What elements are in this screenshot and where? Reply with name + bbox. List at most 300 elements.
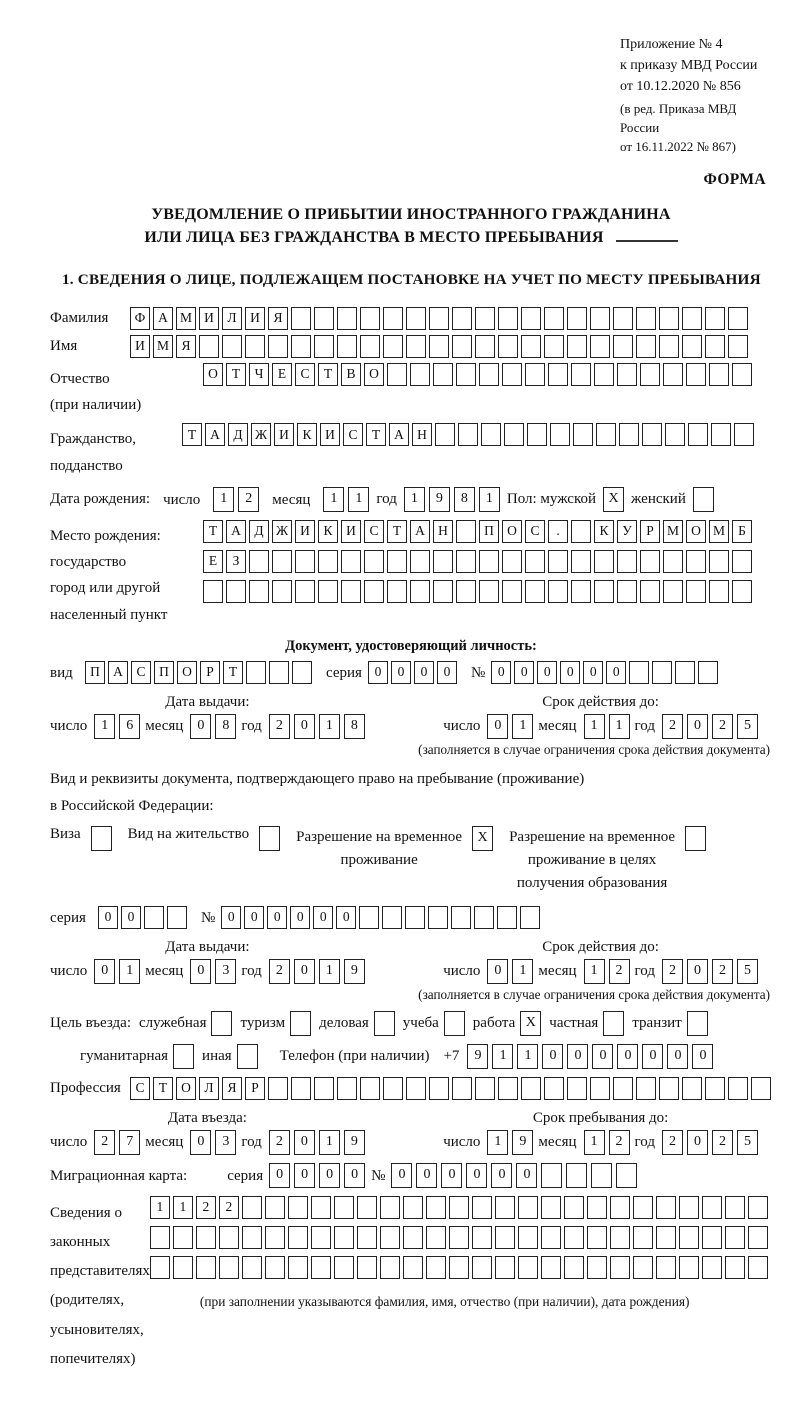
char-box[interactable]: С	[343, 423, 363, 446]
char-box[interactable]	[688, 423, 708, 446]
char-box[interactable]	[544, 307, 564, 330]
char-box[interactable]	[728, 1077, 748, 1100]
char-box[interactable]: П	[154, 661, 174, 684]
char-box[interactable]: 0	[437, 661, 457, 684]
char-box[interactable]	[748, 1226, 768, 1249]
char-box[interactable]	[640, 550, 660, 573]
char-box[interactable]: Р	[245, 1077, 265, 1100]
char-box[interactable]: М	[663, 520, 683, 543]
char-box[interactable]	[633, 1226, 653, 1249]
char-box[interactable]	[456, 550, 476, 573]
char-box[interactable]	[387, 580, 407, 603]
char-box[interactable]: 0	[514, 661, 534, 684]
char-box[interactable]	[334, 1226, 354, 1249]
char-box[interactable]: Л	[199, 1077, 219, 1100]
char-box[interactable]	[364, 580, 384, 603]
char-box[interactable]: 0	[313, 906, 333, 929]
char-box[interactable]: 0	[221, 906, 241, 929]
char-box[interactable]: 9	[467, 1044, 488, 1069]
char-box[interactable]: Е	[272, 363, 292, 386]
char-box[interactable]	[732, 363, 752, 386]
char-box[interactable]	[452, 307, 472, 330]
char-box[interactable]	[265, 1196, 285, 1219]
char-box[interactable]	[242, 1196, 262, 1219]
char-box[interactable]: 0	[687, 714, 708, 739]
char-box[interactable]	[433, 550, 453, 573]
char-box[interactable]: 2	[662, 959, 683, 984]
char-box[interactable]	[311, 1256, 331, 1279]
char-box[interactable]: Р	[200, 661, 220, 684]
char-box[interactable]: 9	[512, 1130, 533, 1155]
char-box[interactable]: И	[295, 520, 315, 543]
char-box[interactable]: У	[617, 520, 637, 543]
char-box[interactable]: 1	[319, 959, 340, 984]
char-box[interactable]	[659, 1077, 679, 1100]
char-box[interactable]	[311, 1196, 331, 1219]
char-box[interactable]	[541, 1163, 562, 1188]
char-box[interactable]	[249, 580, 269, 603]
char-box[interactable]	[702, 1256, 722, 1279]
char-box[interactable]: 0	[642, 1044, 663, 1069]
char-box[interactable]	[571, 363, 591, 386]
char-box[interactable]	[518, 1196, 538, 1219]
char-box[interactable]	[435, 423, 455, 446]
char-box[interactable]: Я	[268, 307, 288, 330]
char-box[interactable]	[709, 580, 729, 603]
char-box[interactable]	[337, 335, 357, 358]
char-box[interactable]	[590, 307, 610, 330]
char-box[interactable]	[656, 1256, 676, 1279]
char-box[interactable]: Т	[387, 520, 407, 543]
char-box[interactable]: 1	[94, 714, 115, 739]
char-box[interactable]: Т	[153, 1077, 173, 1100]
char-box[interactable]: 1	[323, 487, 344, 512]
char-box[interactable]: 1	[319, 714, 340, 739]
char-box[interactable]	[314, 1077, 334, 1100]
char-box[interactable]: Ж	[272, 520, 292, 543]
char-box[interactable]	[495, 1256, 515, 1279]
char-box[interactable]	[567, 335, 587, 358]
char-box[interactable]	[591, 1163, 612, 1188]
char-box[interactable]	[675, 661, 695, 684]
char-box[interactable]	[498, 307, 518, 330]
char-box[interactable]: 1	[479, 487, 500, 512]
char-box[interactable]	[640, 580, 660, 603]
char-box[interactable]	[334, 1256, 354, 1279]
char-box[interactable]: 2	[662, 1130, 683, 1155]
char-box[interactable]: 0	[267, 906, 287, 929]
char-box[interactable]	[265, 1226, 285, 1249]
char-box[interactable]	[334, 1196, 354, 1219]
char-box[interactable]	[472, 1196, 492, 1219]
char-box[interactable]: 0	[516, 1163, 537, 1188]
char-box[interactable]: 0	[94, 959, 115, 984]
char-box[interactable]	[663, 580, 683, 603]
char-box[interactable]	[479, 580, 499, 603]
char-box[interactable]	[567, 1077, 587, 1100]
char-box[interactable]	[475, 1077, 495, 1100]
char-box[interactable]: И	[274, 423, 294, 446]
char-box[interactable]: 0	[269, 1163, 290, 1188]
char-box[interactable]	[290, 1011, 311, 1036]
char-box[interactable]: 0	[487, 959, 508, 984]
char-box[interactable]: 1	[348, 487, 369, 512]
char-box[interactable]: 1	[404, 487, 425, 512]
char-box[interactable]	[525, 363, 545, 386]
char-box[interactable]	[449, 1196, 469, 1219]
char-box[interactable]	[725, 1226, 745, 1249]
char-box[interactable]	[573, 423, 593, 446]
char-box[interactable]	[610, 1256, 630, 1279]
char-box[interactable]	[665, 423, 685, 446]
char-box[interactable]: С	[131, 661, 151, 684]
char-box[interactable]: 1	[213, 487, 234, 512]
char-box[interactable]	[383, 335, 403, 358]
char-box[interactable]	[613, 335, 633, 358]
char-box[interactable]: 2	[269, 714, 290, 739]
char-box[interactable]: 0	[294, 959, 315, 984]
char-box[interactable]	[475, 335, 495, 358]
char-box[interactable]	[734, 423, 754, 446]
char-box[interactable]: 1	[584, 959, 605, 984]
char-box[interactable]: 1	[492, 1044, 513, 1069]
char-box[interactable]	[587, 1256, 607, 1279]
char-box[interactable]: 0	[692, 1044, 713, 1069]
char-box[interactable]	[520, 906, 540, 929]
char-box[interactable]	[219, 1256, 239, 1279]
char-box[interactable]	[544, 335, 564, 358]
char-box[interactable]	[173, 1044, 194, 1069]
char-box[interactable]	[433, 580, 453, 603]
char-box[interactable]	[360, 307, 380, 330]
char-box[interactable]	[610, 1196, 630, 1219]
char-box[interactable]: 0	[687, 1130, 708, 1155]
char-box[interactable]	[617, 363, 637, 386]
char-box[interactable]	[617, 550, 637, 573]
char-box[interactable]	[444, 1011, 465, 1036]
char-box[interactable]: 0	[391, 1163, 412, 1188]
char-box[interactable]	[150, 1256, 170, 1279]
char-box[interactable]: Е	[203, 550, 223, 573]
char-box[interactable]	[222, 335, 242, 358]
char-box[interactable]	[571, 550, 591, 573]
char-box[interactable]	[383, 1077, 403, 1100]
char-box[interactable]	[656, 1196, 676, 1219]
char-box[interactable]: 0	[560, 661, 580, 684]
char-box[interactable]	[452, 1077, 472, 1100]
char-box[interactable]	[571, 580, 591, 603]
char-box[interactable]	[544, 1077, 564, 1100]
char-box[interactable]	[748, 1196, 768, 1219]
char-box[interactable]	[456, 520, 476, 543]
char-box[interactable]	[663, 550, 683, 573]
char-box[interactable]: 2	[609, 959, 630, 984]
char-box[interactable]: Я	[222, 1077, 242, 1100]
char-box[interactable]: 0	[368, 661, 388, 684]
char-box[interactable]	[288, 1196, 308, 1219]
char-box[interactable]	[242, 1226, 262, 1249]
char-box[interactable]	[268, 1077, 288, 1100]
char-box[interactable]	[429, 335, 449, 358]
char-box[interactable]: 5	[737, 1130, 758, 1155]
char-box[interactable]	[663, 363, 683, 386]
char-box[interactable]	[318, 550, 338, 573]
char-box[interactable]	[521, 307, 541, 330]
char-box[interactable]	[685, 826, 706, 851]
char-box[interactable]: 2	[712, 714, 733, 739]
char-box[interactable]: 0	[294, 1130, 315, 1155]
char-box[interactable]	[633, 1196, 653, 1219]
char-box[interactable]	[603, 1011, 624, 1036]
char-box[interactable]	[380, 1226, 400, 1249]
char-box[interactable]	[682, 335, 702, 358]
char-box[interactable]: X	[472, 826, 493, 851]
char-box[interactable]: 5	[737, 714, 758, 739]
char-box[interactable]: З	[226, 550, 246, 573]
char-box[interactable]	[291, 1077, 311, 1100]
char-box[interactable]: 6	[119, 714, 140, 739]
char-box[interactable]	[502, 580, 522, 603]
char-box[interactable]	[642, 423, 662, 446]
char-box[interactable]	[751, 1077, 771, 1100]
char-box[interactable]: 2	[94, 1130, 115, 1155]
char-box[interactable]	[564, 1256, 584, 1279]
char-box[interactable]	[91, 826, 112, 851]
char-box[interactable]	[636, 307, 656, 330]
char-box[interactable]: И	[199, 307, 219, 330]
char-box[interactable]	[698, 661, 718, 684]
char-box[interactable]	[705, 307, 725, 330]
char-box[interactable]	[387, 550, 407, 573]
char-box[interactable]	[360, 1077, 380, 1100]
char-box[interactable]	[295, 550, 315, 573]
char-box[interactable]: 0	[542, 1044, 563, 1069]
char-box[interactable]	[337, 1077, 357, 1100]
char-box[interactable]	[456, 363, 476, 386]
char-box[interactable]: И	[130, 335, 150, 358]
char-box[interactable]	[629, 661, 649, 684]
char-box[interactable]	[295, 580, 315, 603]
char-box[interactable]	[449, 1256, 469, 1279]
char-box[interactable]	[226, 580, 246, 603]
char-box[interactable]	[196, 1256, 216, 1279]
char-box[interactable]	[525, 550, 545, 573]
char-box[interactable]	[341, 550, 361, 573]
char-box[interactable]: Т	[366, 423, 386, 446]
char-box[interactable]: 1	[584, 1130, 605, 1155]
char-box[interactable]: X	[520, 1011, 541, 1036]
char-box[interactable]	[173, 1256, 193, 1279]
char-box[interactable]	[382, 906, 402, 929]
char-box[interactable]	[449, 1226, 469, 1249]
char-box[interactable]	[474, 906, 494, 929]
char-box[interactable]	[640, 363, 660, 386]
char-box[interactable]	[406, 1077, 426, 1100]
char-box[interactable]: М	[153, 335, 173, 358]
char-box[interactable]	[249, 550, 269, 573]
char-box[interactable]	[687, 1011, 708, 1036]
char-box[interactable]: О	[176, 1077, 196, 1100]
char-box[interactable]: 0	[190, 959, 211, 984]
char-box[interactable]	[693, 487, 714, 512]
char-box[interactable]	[426, 1196, 446, 1219]
char-box[interactable]	[199, 335, 219, 358]
char-box[interactable]	[380, 1256, 400, 1279]
char-box[interactable]: Д	[249, 520, 269, 543]
char-box[interactable]	[211, 1011, 232, 1036]
char-box[interactable]	[429, 1077, 449, 1100]
char-box[interactable]: Н	[433, 520, 453, 543]
char-box[interactable]	[219, 1226, 239, 1249]
char-box[interactable]	[566, 1163, 587, 1188]
char-box[interactable]: А	[410, 520, 430, 543]
char-box[interactable]: Б	[732, 520, 752, 543]
char-box[interactable]	[564, 1226, 584, 1249]
char-box[interactable]: К	[297, 423, 317, 446]
char-box[interactable]: Д	[228, 423, 248, 446]
char-box[interactable]: И	[320, 423, 340, 446]
char-box[interactable]: 9	[344, 1130, 365, 1155]
char-box[interactable]: 2	[609, 1130, 630, 1155]
char-box[interactable]: 3	[215, 959, 236, 984]
char-box[interactable]: Ч	[249, 363, 269, 386]
char-box[interactable]	[403, 1196, 423, 1219]
char-box[interactable]	[541, 1226, 561, 1249]
char-box[interactable]	[291, 307, 311, 330]
char-box[interactable]	[357, 1196, 377, 1219]
char-box[interactable]: 9	[344, 959, 365, 984]
char-box[interactable]: 5	[737, 959, 758, 984]
char-box[interactable]: 0	[190, 714, 211, 739]
char-box[interactable]: 1	[319, 1130, 340, 1155]
char-box[interactable]	[380, 1196, 400, 1219]
char-box[interactable]	[237, 1044, 258, 1069]
char-box[interactable]: С	[525, 520, 545, 543]
char-box[interactable]	[359, 906, 379, 929]
char-box[interactable]: 1	[512, 714, 533, 739]
char-box[interactable]	[452, 335, 472, 358]
char-box[interactable]	[521, 335, 541, 358]
char-box[interactable]	[292, 661, 312, 684]
char-box[interactable]: Т	[318, 363, 338, 386]
char-box[interactable]	[571, 520, 591, 543]
char-box[interactable]	[495, 1226, 515, 1249]
char-box[interactable]: Т	[223, 661, 243, 684]
char-box[interactable]: .	[548, 520, 568, 543]
char-box[interactable]	[541, 1256, 561, 1279]
char-box[interactable]	[652, 661, 672, 684]
char-box[interactable]: Т	[182, 423, 202, 446]
char-box[interactable]	[728, 335, 748, 358]
char-box[interactable]	[374, 1011, 395, 1036]
char-box[interactable]	[357, 1256, 377, 1279]
char-box[interactable]	[150, 1226, 170, 1249]
char-box[interactable]: О	[502, 520, 522, 543]
char-box[interactable]	[732, 550, 752, 573]
char-box[interactable]: 0	[121, 906, 141, 929]
char-box[interactable]	[594, 550, 614, 573]
char-box[interactable]	[406, 335, 426, 358]
char-box[interactable]: О	[364, 363, 384, 386]
char-box[interactable]	[387, 363, 407, 386]
char-box[interactable]: 0	[294, 714, 315, 739]
char-box[interactable]: X	[603, 487, 624, 512]
char-box[interactable]: 2	[712, 1130, 733, 1155]
char-box[interactable]: Ж	[251, 423, 271, 446]
char-box[interactable]	[702, 1196, 722, 1219]
char-box[interactable]	[679, 1196, 699, 1219]
char-box[interactable]: 1	[512, 959, 533, 984]
char-box[interactable]: И	[341, 520, 361, 543]
char-box[interactable]: А	[226, 520, 246, 543]
char-box[interactable]	[403, 1226, 423, 1249]
char-box[interactable]	[337, 307, 357, 330]
char-box[interactable]: М	[176, 307, 196, 330]
char-box[interactable]	[479, 363, 499, 386]
char-box[interactable]	[709, 550, 729, 573]
char-box[interactable]	[426, 1226, 446, 1249]
char-box[interactable]	[383, 307, 403, 330]
char-box[interactable]: О	[177, 661, 197, 684]
char-box[interactable]: А	[389, 423, 409, 446]
char-box[interactable]	[403, 1256, 423, 1279]
char-box[interactable]	[288, 1226, 308, 1249]
char-box[interactable]: П	[479, 520, 499, 543]
char-box[interactable]	[705, 1077, 725, 1100]
char-box[interactable]	[242, 1256, 262, 1279]
char-box[interactable]: 0	[190, 1130, 211, 1155]
char-box[interactable]	[167, 906, 187, 929]
char-box[interactable]: 0	[344, 1163, 365, 1188]
char-box[interactable]: 0	[290, 906, 310, 929]
char-box[interactable]: 0	[416, 1163, 437, 1188]
char-box[interactable]	[475, 307, 495, 330]
char-box[interactable]	[686, 550, 706, 573]
char-box[interactable]: 0	[244, 906, 264, 929]
char-box[interactable]	[521, 1077, 541, 1100]
char-box[interactable]	[594, 363, 614, 386]
char-box[interactable]: 3	[215, 1130, 236, 1155]
char-box[interactable]	[541, 1196, 561, 1219]
char-box[interactable]	[246, 661, 266, 684]
char-box[interactable]	[527, 423, 547, 446]
char-box[interactable]	[495, 1196, 515, 1219]
char-box[interactable]: А	[153, 307, 173, 330]
char-box[interactable]	[458, 423, 478, 446]
char-box[interactable]	[479, 550, 499, 573]
char-box[interactable]	[314, 307, 334, 330]
char-box[interactable]	[686, 580, 706, 603]
char-box[interactable]: 0	[441, 1163, 462, 1188]
char-box[interactable]: 1	[584, 714, 605, 739]
char-box[interactable]: 0	[294, 1163, 315, 1188]
char-box[interactable]	[682, 307, 702, 330]
char-box[interactable]	[497, 906, 517, 929]
char-box[interactable]: 0	[319, 1163, 340, 1188]
char-box[interactable]: Л	[222, 307, 242, 330]
char-box[interactable]	[405, 906, 425, 929]
char-box[interactable]	[550, 423, 570, 446]
char-box[interactable]	[594, 580, 614, 603]
char-box[interactable]: И	[245, 307, 265, 330]
char-box[interactable]	[144, 906, 164, 929]
char-box[interactable]	[619, 423, 639, 446]
char-box[interactable]: О	[686, 520, 706, 543]
char-box[interactable]: А	[205, 423, 225, 446]
char-box[interactable]	[702, 1226, 722, 1249]
char-box[interactable]	[613, 1077, 633, 1100]
char-box[interactable]: П	[85, 661, 105, 684]
